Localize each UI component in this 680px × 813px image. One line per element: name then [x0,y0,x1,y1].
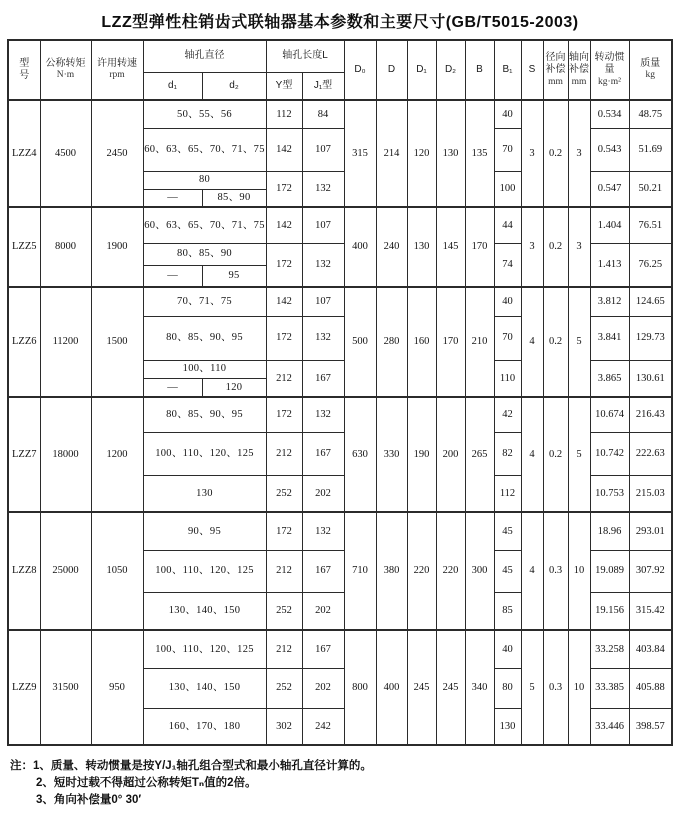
col-header-bore-d2: d₂ [202,72,266,100]
col-header-inertia: 转动惯量 kg·m² [590,40,629,100]
cell-length-j1: 132 [302,512,344,550]
cell-speed: 1050 [91,512,143,630]
cell-length-y: 212 [266,432,302,475]
cell-speed: 1200 [91,397,143,512]
cell-length-j1: 202 [302,475,344,512]
cell-length-y: 302 [266,708,302,745]
cell-s: 3 [521,100,543,207]
cell-length-j1: 132 [302,171,344,207]
cell-axial: 5 [568,397,590,512]
cell-b1: 44 [494,207,521,243]
cell-b1: 45 [494,550,521,592]
cell-length-j1: 107 [302,287,344,316]
note-item: 2、短时过载不得超过公称转矩Tₙ值的2倍。 [36,777,257,789]
cell-mass: 215.03 [629,475,672,512]
table-row [8,397,672,432]
cell-b1: 70 [494,128,521,171]
cell-bore-diameters: 90、95 [143,512,266,550]
cell-torque: 8000 [40,207,91,287]
cell-length-j1: 132 [302,397,344,432]
cell-speed: 950 [91,630,143,745]
cell-bore-diameters-top: 100、110 [143,360,266,378]
cell-b1: 110 [494,360,521,397]
col-header-d1-dim: D₁ [407,40,436,100]
col-header-b1: B₁ [494,40,521,100]
cell-bore-d2-values: 95 [202,265,266,287]
cell-s: 4 [521,287,543,397]
cell-inertia: 19.156 [590,592,629,630]
cell-d0: 315 [344,100,376,207]
cell-bore-diameters: 130、140、150 [143,668,266,708]
cell-b1: 40 [494,100,521,128]
cell-mass: 307.92 [629,550,672,592]
cell-bore-diameters: 80、85、90、95 [143,397,266,432]
cell-length-j1: 167 [302,550,344,592]
cell-speed: 2450 [91,100,143,207]
cell-mass: 222.63 [629,432,672,475]
cell-bore-d1-dash: — [143,265,202,287]
note-line-2 [10,775,680,792]
cell-mass: 50.21 [629,171,672,207]
cell-inertia: 0.543 [590,128,629,171]
cell-mass: 315.42 [629,592,672,630]
cell-mass: 293.01 [629,512,672,550]
cell-mass: 129.73 [629,316,672,360]
cell-length-j1: 202 [302,668,344,708]
cell-d: 240 [376,207,407,287]
cell-bore-diameters: 160、170、180 [143,708,266,745]
cell-axial: 3 [568,207,590,287]
cell-bore-diameters: 50、55、56 [143,100,266,128]
cell-d0: 500 [344,287,376,397]
table-row [8,512,672,550]
cell-length-y: 252 [266,592,302,630]
cell-b1: 70 [494,316,521,360]
cell-length-y: 252 [266,475,302,512]
col-header-bore-d1: d₁ [143,72,202,100]
cell-axial: 10 [568,512,590,630]
note-line-3 [10,792,680,809]
cell-length-y: 142 [266,207,302,243]
cell-mass: 216.43 [629,397,672,432]
col-header-d: D [376,40,407,100]
cell-d0: 400 [344,207,376,287]
cell-length-y: 172 [266,512,302,550]
cell-bore-d2-values: 120 [202,378,266,397]
col-header-d0: D₀ [344,40,376,100]
cell-d: 400 [376,630,407,745]
cell-mass: 398.57 [629,708,672,745]
cell-inertia: 33.446 [590,708,629,745]
cell-length-j1: 242 [302,708,344,745]
cell-length-y: 212 [266,550,302,592]
cell-length-j1: 107 [302,207,344,243]
table-row [8,630,672,668]
cell-torque: 4500 [40,100,91,207]
table-row [8,100,672,128]
cell-inertia: 3.865 [590,360,629,397]
cell-radial: 0.3 [543,512,568,630]
note-item: 1、质量、转动惯量是按Y/J₁轴孔组合型式和最小轴孔直径计算的。 [33,760,372,772]
cell-s: 5 [521,630,543,745]
cell-bore-d2-values: 85、90 [202,189,266,207]
cell-mass: 405.88 [629,668,672,708]
cell-s: 3 [521,207,543,287]
cell-bore-diameters: 80、85、90、95 [143,316,266,360]
cell-bore-diameters-top: 80 [143,171,266,189]
cell-length-j1: 132 [302,243,344,287]
cell-b: 340 [465,630,494,745]
cell-inertia: 1.413 [590,243,629,287]
cell-torque: 31500 [40,630,91,745]
cell-model: LZZ6 [8,287,40,397]
cell-length-y: 172 [266,316,302,360]
cell-d2-dim: 220 [436,512,465,630]
cell-length-j1: 167 [302,630,344,668]
cell-radial: 0.2 [543,397,568,512]
cell-inertia: 10.753 [590,475,629,512]
cell-b1: 130 [494,708,521,745]
cell-d2-dim: 245 [436,630,465,745]
cell-length-y: 172 [266,397,302,432]
cell-d1-dim: 130 [407,207,436,287]
cell-inertia: 10.674 [590,397,629,432]
cell-radial: 0.3 [543,630,568,745]
cell-b1: 40 [494,630,521,668]
col-header-bore-diameter-group: 轴孔直径 [143,40,266,72]
cell-b: 135 [465,100,494,207]
cell-d: 214 [376,100,407,207]
cell-inertia: 0.547 [590,171,629,207]
cell-axial: 5 [568,287,590,397]
cell-length-y: 212 [266,360,302,397]
cell-mass: 48.75 [629,100,672,128]
cell-bore-d1-dash: — [143,378,202,397]
cell-length-y: 112 [266,100,302,128]
cell-s: 4 [521,512,543,630]
cell-inertia: 0.534 [590,100,629,128]
header-row-groups [8,40,672,72]
cell-length-j1: 107 [302,128,344,171]
col-header-d2-dim: D₂ [436,40,465,100]
cell-s: 4 [521,397,543,512]
cell-d1-dim: 220 [407,512,436,630]
cell-bore-diameters: 100、110、120、125 [143,550,266,592]
cell-inertia: 10.742 [590,432,629,475]
table-row [8,207,672,243]
cell-inertia: 19.089 [590,550,629,592]
col-header-model: 型 号 [8,40,40,100]
cell-length-j1: 84 [302,100,344,128]
col-header-y-type: Y型 [266,72,302,100]
cell-d2-dim: 170 [436,287,465,397]
notes [10,758,680,809]
cell-mass: 76.51 [629,207,672,243]
cell-length-y: 212 [266,630,302,668]
cell-length-y: 252 [266,668,302,708]
page-title: LZZ型弹性柱销齿式联轴器基本参数和主要尺寸(GB/T5015-2003) [101,14,579,31]
cell-speed: 1500 [91,287,143,397]
cell-length-y: 142 [266,287,302,316]
col-header-bore-length-group: 轴孔长度L [266,40,344,72]
cell-d1-dim: 120 [407,100,436,207]
cell-bore-diameters: 60、63、65、70、71、75 [143,128,266,171]
cell-radial: 0.2 [543,287,568,397]
cell-mass: 51.69 [629,128,672,171]
cell-mass: 76.25 [629,243,672,287]
cell-inertia: 3.841 [590,316,629,360]
cell-inertia: 18.96 [590,512,629,550]
cell-torque: 25000 [40,512,91,630]
cell-d0: 630 [344,397,376,512]
cell-length-j1: 167 [302,432,344,475]
cell-b1: 85 [494,592,521,630]
cell-model: LZZ8 [8,512,40,630]
coupling-parameters-table [7,39,673,746]
col-header-b: B [465,40,494,100]
cell-bore-diameters: 70、71、75 [143,287,266,316]
cell-mass: 403.84 [629,630,672,668]
cell-torque: 11200 [40,287,91,397]
col-header-radial-compensation: 径向 补偿 mm [543,40,568,100]
cell-b1: 112 [494,475,521,512]
cell-inertia: 33.258 [590,630,629,668]
cell-length-j1: 167 [302,360,344,397]
table-row [8,287,672,316]
cell-b: 300 [465,512,494,630]
col-header-torque: 公称转矩 N·m [40,40,91,100]
cell-mass: 130.61 [629,360,672,397]
cell-inertia: 3.812 [590,287,629,316]
col-header-mass: 质量 kg [629,40,672,100]
cell-axial: 3 [568,100,590,207]
col-header-s: S [521,40,543,100]
col-header-speed: 许用转速 rpm [91,40,143,100]
cell-d: 330 [376,397,407,512]
cell-d: 280 [376,287,407,397]
cell-b1: 82 [494,432,521,475]
cell-speed: 1900 [91,207,143,287]
cell-b: 265 [465,397,494,512]
cell-bore-diameters: 60、63、65、70、71、75 [143,207,266,243]
cell-model: LZZ4 [8,100,40,207]
cell-d0: 710 [344,512,376,630]
cell-length-j1: 202 [302,592,344,630]
cell-d2-dim: 145 [436,207,465,287]
cell-b: 170 [465,207,494,287]
cell-b1: 100 [494,171,521,207]
cell-bore-diameters-top: 80、85、90 [143,243,266,265]
cell-length-j1: 132 [302,316,344,360]
cell-bore-diameters: 100、110、120、125 [143,432,266,475]
cell-b: 210 [465,287,494,397]
cell-length-y: 142 [266,128,302,171]
cell-b1: 42 [494,397,521,432]
cell-length-y: 172 [266,243,302,287]
cell-bore-diameters: 130 [143,475,266,512]
cell-b1: 80 [494,668,521,708]
cell-d1-dim: 245 [407,630,436,745]
cell-radial: 0.2 [543,100,568,207]
cell-radial: 0.2 [543,207,568,287]
cell-inertia: 33.385 [590,668,629,708]
cell-b1: 45 [494,512,521,550]
note-line-1 [10,758,680,775]
cell-model: LZZ9 [8,630,40,745]
cell-d: 380 [376,512,407,630]
cell-b1: 74 [494,243,521,287]
cell-torque: 18000 [40,397,91,512]
cell-inertia: 1.404 [590,207,629,243]
col-header-j1-type: J₁型 [302,72,344,100]
cell-length-y: 172 [266,171,302,207]
cell-model: LZZ7 [8,397,40,512]
cell-d1-dim: 190 [407,397,436,512]
cell-bore-diameters: 130、140、150 [143,592,266,630]
notes-prefix: 注： [10,760,33,772]
note-item: 3、角向补偿量0° 30′ [36,794,142,806]
cell-d1-dim: 160 [407,287,436,397]
cell-b1: 40 [494,287,521,316]
cell-bore-d1-dash: — [143,189,202,207]
cell-mass: 124.65 [629,287,672,316]
col-header-axial-compensation: 轴向 补偿 mm [568,40,590,100]
cell-d2-dim: 200 [436,397,465,512]
cell-bore-diameters: 100、110、120、125 [143,630,266,668]
cell-axial: 10 [568,630,590,745]
cell-model: LZZ5 [8,207,40,287]
cell-d2-dim: 130 [436,100,465,207]
cell-d0: 800 [344,630,376,745]
